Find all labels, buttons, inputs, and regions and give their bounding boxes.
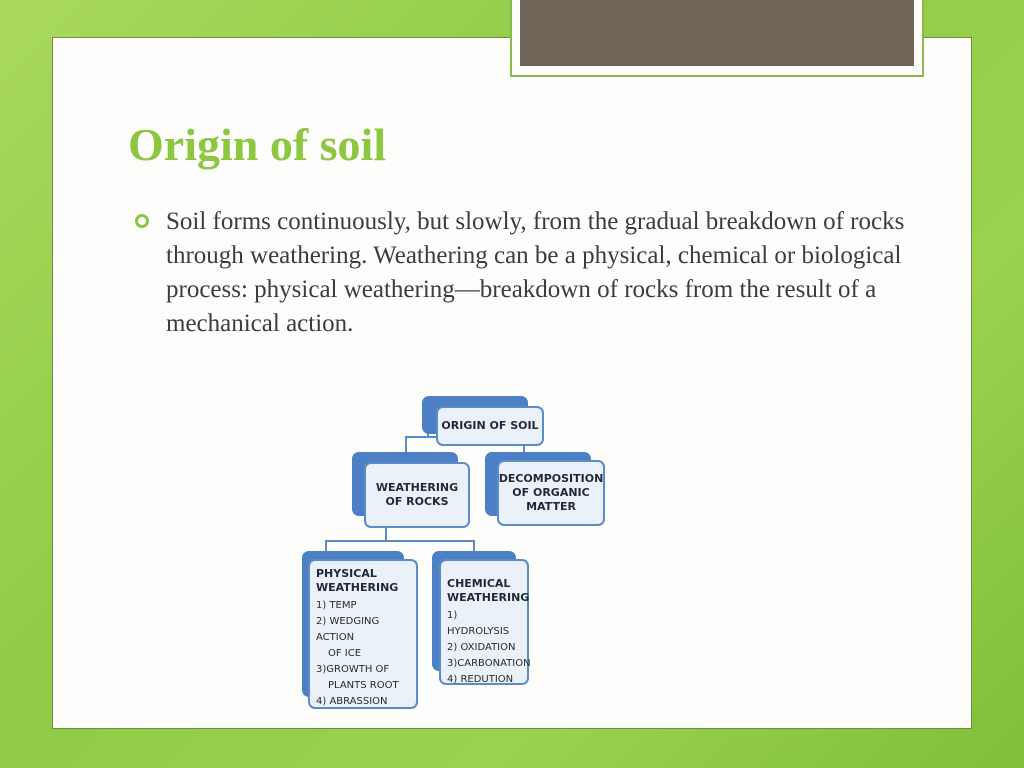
- node-box: [308, 559, 418, 709]
- chemical-item: 3)CARBONATION: [447, 658, 531, 669]
- physical-heading: PHYSICAL WEATHERING: [316, 567, 399, 594]
- chemical-item: 1) HYDROLYSIS: [447, 610, 510, 637]
- physical-item: 3)GROWTH OF: [316, 664, 390, 675]
- node-label: ORIGIN OF SOIL: [441, 419, 539, 432]
- physical-item: 1) TEMP: [316, 600, 357, 611]
- node-physical-weathering: [302, 551, 420, 711]
- node-weathering-of-rocks: [352, 452, 472, 530]
- physical-item: 2) WEDGING ACTION: [316, 616, 380, 643]
- slide-title: Origin of soil: [128, 119, 387, 170]
- physical-item: PLANTS ROOT: [328, 680, 399, 691]
- bullet-text: Soil forms continuously, but slowly, from the gradual breakdown of rocks through weathering. Weathering can be a physical, chemical or biological process: physical weathering—breakdown of rocks from the result of a mechanical action.: [166, 208, 905, 337]
- node-decomposition: [485, 452, 607, 530]
- chemical-item: 2) OXIDATION: [447, 642, 516, 653]
- node-box: [364, 462, 470, 528]
- origin-of-soil-diagram: [300, 396, 610, 712]
- physical-item: OF ICE: [328, 648, 362, 659]
- node-chemical-weathering: [432, 551, 532, 687]
- node-box: [439, 559, 529, 685]
- node-box: [497, 460, 605, 526]
- header-tab: [520, 0, 914, 66]
- chemical-heading: CHEMICAL WEATHERING: [447, 577, 530, 604]
- node-origin-of-soil: [422, 396, 544, 448]
- node-label: WEATHERING OF ROCKS: [375, 481, 459, 508]
- physical-item: 4) ABRASSION: [316, 696, 388, 707]
- connector-level2-bar: [325, 540, 475, 542]
- chemical-item: 4) REDUTION: [447, 674, 514, 685]
- bullet-ring-icon: [135, 214, 149, 228]
- node-label: DECOMPOSITION OF ORGANIC MATTER: [498, 472, 604, 513]
- node-box: [436, 406, 544, 446]
